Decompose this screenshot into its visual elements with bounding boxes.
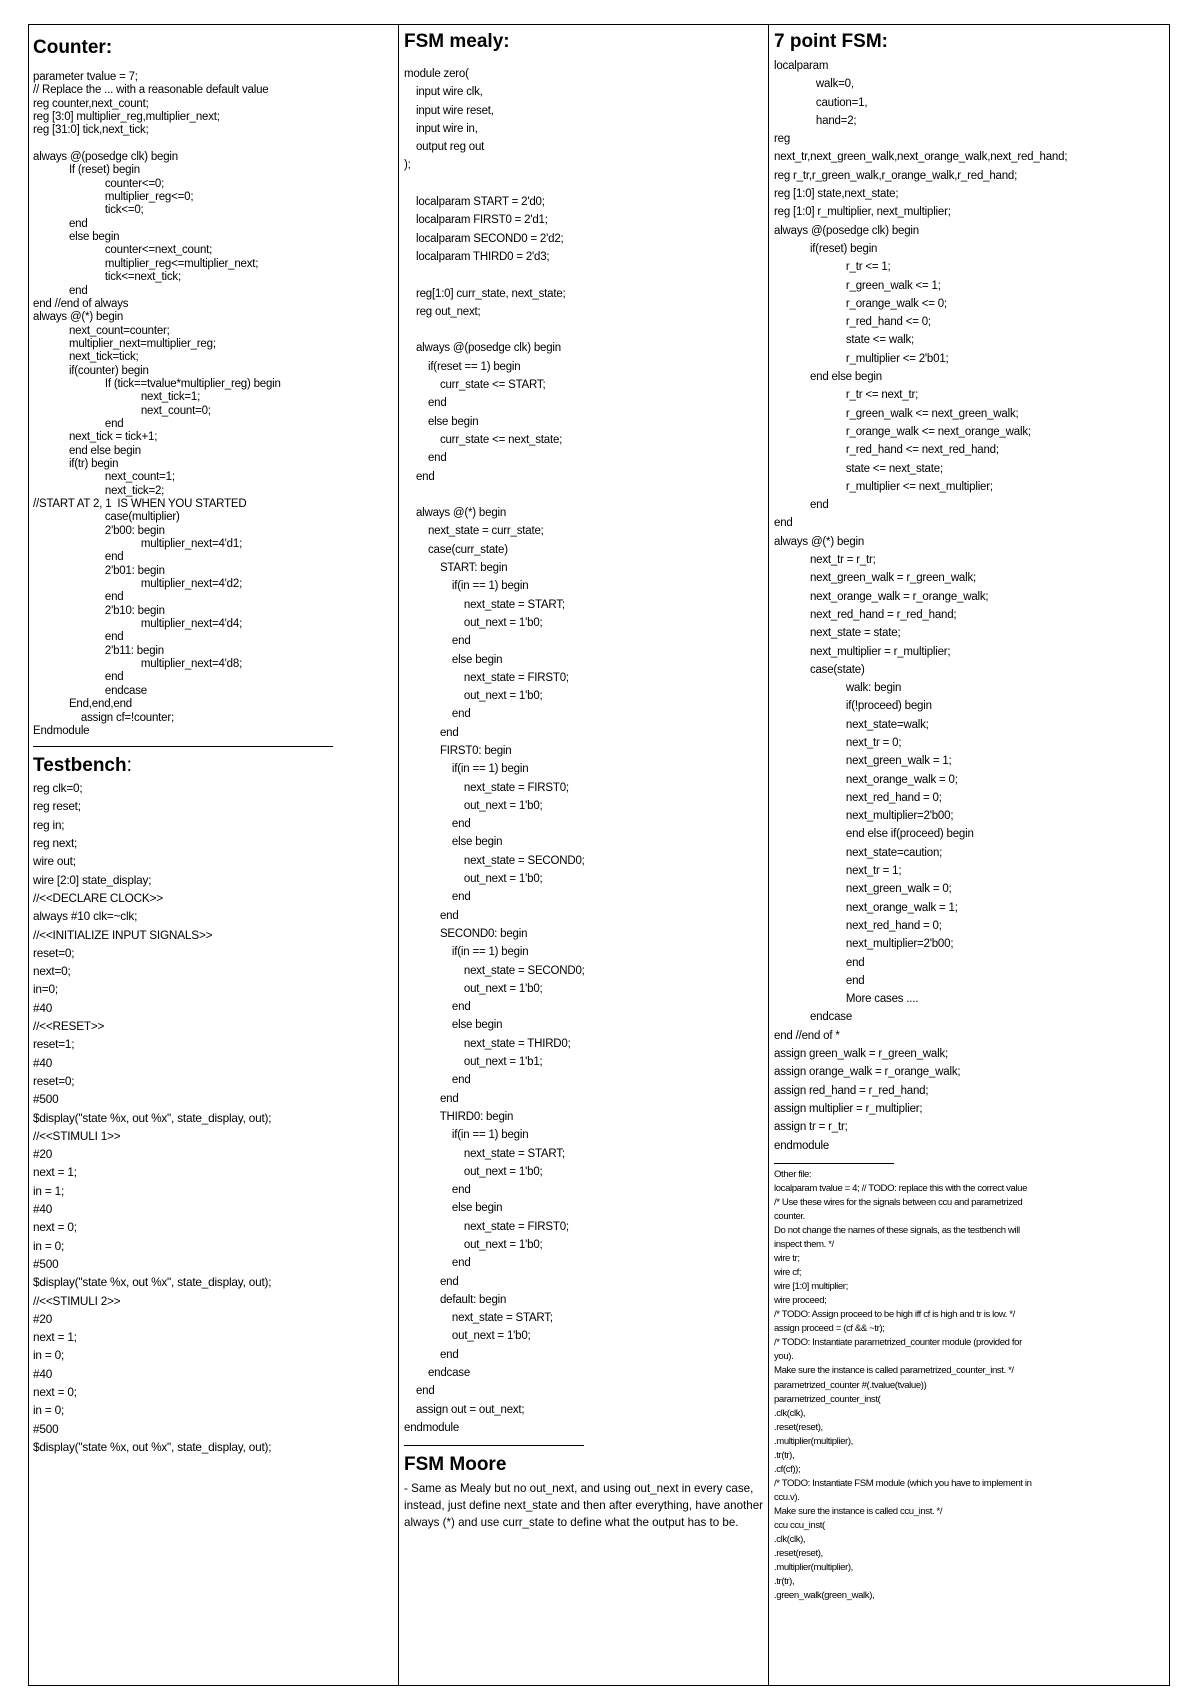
fsm-mealy-code: module zero( input wire clk, input wire reset, input wire in, output reg out ); localparam START = 2'd0; localparam FIRST0 = 2'd1; localparam SECOND0 = 2'd2; localparam THIRD0 = 2'd3; reg[1:0] curr_state, next_state; reg out_next; always @(posedge clk) begin if(reset == 1) begin curr_state <= START; end else begin curr_state <= next_state; end end always @(*) begin next_state = curr_state; case(curr_state) START: begin if(in == 1) begin next_state = START; out_next = 1'b0; end else begin next_state = FIRST0; out_next = 1'b0; end end FIRST0: begin if(in == 1) begin next_state = FIRST0; out_next = 1'b0; end else begin next_state = SECOND0; out_next = 1'b0; end end SECOND0: begin if(in == 1) begin next_state = SECOND0; out_next = 1'b0; end else begin next_state = THIRD0; out_next = 1'b1; end end THIRD0: begin if(in == 1) begin next_state = START; out_next = 1'b0; end else begin next_state = FIRST0; out_next = 1'b0; end end default: begin next_state = START; out_next = 1'b0; end endcase end assign out = out_next; endmodule bbox=[404, 68, 585, 1434]
section-divider bbox=[33, 746, 333, 747]
counter-code: parameter tvalue = 7; // Replace the ... with a reasonable default value reg counter,next_count; reg [3:0] multiplier_reg,multiplier_next; reg [31:0] tick,next_tick; always @(posedge clk) begin If (reset) begin counter<=0; multiplier_reg<=0; tick<=0; end else begin counter<=next_count; multiplier_reg<=multiplier_next; tick<=next_tick; end end //end of always always @(*) begin next_count=counter; multiplier_next=multiplier_reg; next_tick=tick; if(counter) begin If (tick==tvalue*multiplier_reg) begin next_tick=1; next_count=0; end next_tick = tick+1; end else begin if(tr) begin next_count=1; next_tick=2; //START AT 2, 1 IS WHEN YOU STARTED case(multiplier) 2'b00: begin multiplier_next=4'd1; end 2'b01: begin multiplier_next=4'd2; end 2'b10: begin multiplier_next=4'd4; end 2'b11: begin multiplier_next=4'd8; end endcase End,end,end assign cf=!counter; Endmodule bbox=[33, 71, 281, 737]
column-fsm bbox=[399, 25, 769, 1685]
fsm-mealy-title: FSM mealy: bbox=[404, 31, 510, 52]
fsm-moore-text: - Same as Mealy but no out_next, and using out_next in every case, instead, just define next_state and then after everything, have another always (*) and use curr_state to define what the output has to be. bbox=[404, 1482, 764, 1530]
column-counter-testbench bbox=[29, 25, 399, 1685]
section-divider bbox=[404, 1445, 584, 1446]
fsm-moore-title: FSM Moore bbox=[404, 1454, 507, 1476]
testbench-code: reg clk=0; reg reset; reg in; reg next; wire out; wire [2:0] state_display; //<<DECLARE CLOCK>> always #10 clk=~clk; //<<INITIALIZE INPUT SIGNALS>> reset=0; next=0; in=0; #40 //<<RESET>> reset=1; #40 reset=0; #500 $display("state %x, out %x", state_display, out); //<<STIMULI 1>> #20 next = 1; in = 1; #40 next = 0; in = 0; #500 $display("state %x, out %x", state_display, out); //<<STIMULI 2>> #20 next = 1; in = 0; #40 next = 0; in = 0; #500 $display("state %x, out %x", state_display, out); bbox=[33, 781, 272, 1454]
counter-title: Counter: bbox=[33, 37, 113, 58]
testbench-title bbox=[33, 753, 394, 779]
testbench-title-text: Testbench bbox=[33, 755, 127, 777]
section-divider bbox=[774, 1163, 894, 1164]
other-file-code: Other file: localparam tvalue = 4; // TODO: replace this with the correct value /* Use these wires for the signals between ccu and parametrized counter. Do not change the names of these signals, as the testbench will inspect them. */ wire tr; wire cf; wire [1:0] multiplier; wire proceed; /* TODO: Assign proceed to be high iff cf is high and tr is low. */ assign proceed = (cf && ~tr); /* TODO: Instantiate parametrized_counter module (provided for you). Make sure the instance is called parametrized_counter_inst. */ parametrized_counter #(.tvalue(tvalue)) parametrized_counter_inst( .clk(clk), .reset(reset), .multiplier(multiplier), .tr(tr), .cf(cf)); /* TODO: Instantiate FSM module (which you have to implement in ccu.v). Make sure the instance is called ccu_inst. */ ccu ccu_inst( .clk(clk), .reset(reset), .multiplier(multiplier), .tr(tr), .green_walk(green_walk), bbox=[774, 1168, 1032, 1602]
column-seven-point-fsm bbox=[769, 25, 1171, 1685]
cheat-sheet bbox=[28, 24, 1170, 1686]
seven-point-fsm-title: 7 point FSM: bbox=[774, 31, 888, 52]
testbench-title-colon: : bbox=[126, 755, 132, 777]
seven-point-fsm-code: localparam walk=0, caution=1, hand=2; reg next_tr,next_green_walk,next_orange_walk,next_red_hand; reg r_tr,r_green_walk,r_orange_walk,r_red_hand; reg [1:0] state,next_state; reg [1:0] r_multiplier, next_multiplier; always @(posedge clk) begin if(reset) begin r_tr <= 1; r_green_walk <= 1; r_orange_walk <= 0; r_red_hand <= 0; state <= walk; r_multiplier <= 2'b01; end else begin r_tr <= next_tr; r_green_walk <= next_green_walk; r_orange_walk <= next_orange_walk; r_red_hand <= next_red_hand; state <= next_state; r_multiplier <= next_multiplier; end end always @(*) begin next_tr = r_tr; next_green_walk = r_green_walk; next_orange_walk = r_orange_walk; next_red_hand = r_red_hand; next_state = state; next_multiplier = r_multiplier; case(state) walk: begin if(!proceed) begin next_state=walk; next_tr = 0; next_green_walk = 1; next_orange_walk = 0; next_red_hand = 0; next_multiplier=2'b00; end else if(proceed) begin next_state=caution; next_tr = 1; next_green_walk = 0; next_orange_walk = 1; next_red_hand = 0; next_multiplier=2'b00; end end More cases .... endcase end //end of * assign green_walk = r_green_walk; assign orange_walk = r_orange_walk; assign red_hand = r_red_hand; assign multiplier = r_multiplier; assign tr = r_tr; endmodule bbox=[774, 60, 1068, 1152]
